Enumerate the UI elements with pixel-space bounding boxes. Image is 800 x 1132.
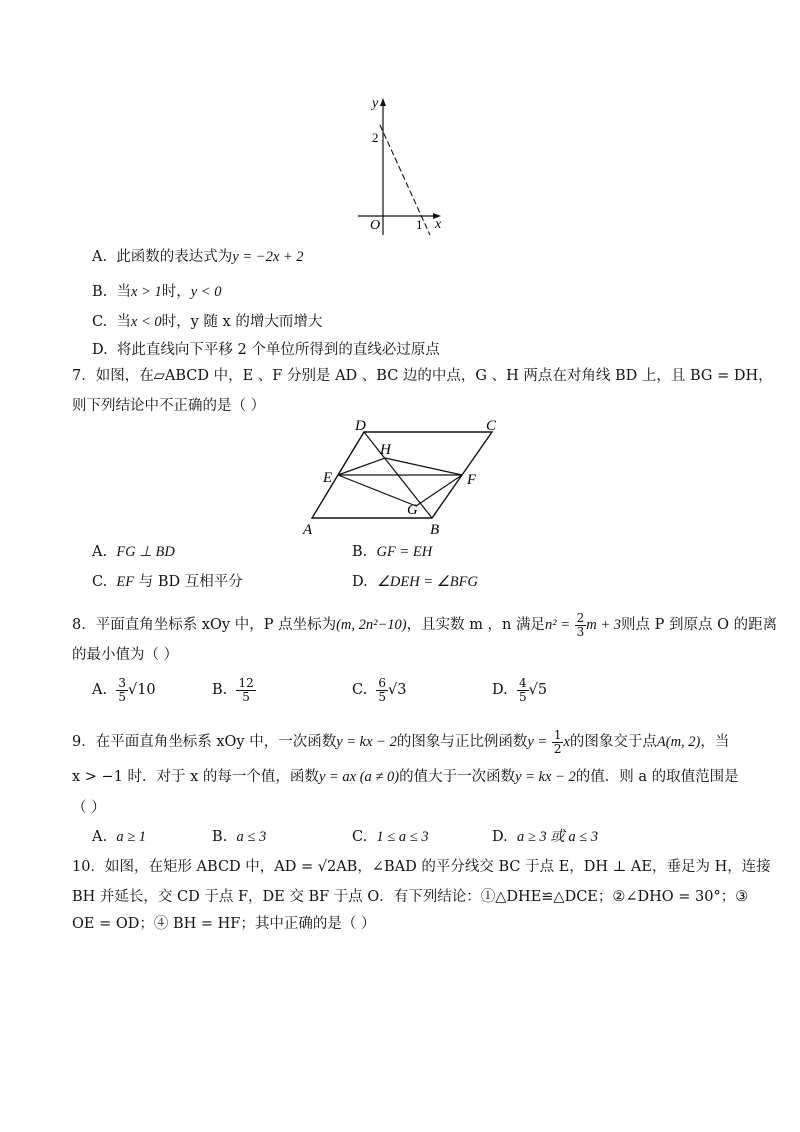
option-fraction <box>517 677 529 704</box>
label-d: D <box>355 420 366 434</box>
option-text: 1 ≤ a ≤ 3 <box>376 829 429 845</box>
y-axis-label: y <box>372 96 379 111</box>
origin-label: O <box>370 218 381 233</box>
option-text-pre: 当 <box>116 314 131 330</box>
option-root: √5 <box>528 682 548 698</box>
fraction-denominator: 5 <box>242 689 250 704</box>
q9-function-1: y = kx − 2 <box>336 734 397 750</box>
option-math: EF <box>116 574 135 590</box>
option-math: y = −2x + 2 <box>232 249 304 265</box>
q9-option-c <box>352 827 429 847</box>
option-root: √10 <box>127 682 156 698</box>
option-letter: C. <box>92 574 108 590</box>
label-f: F <box>467 472 477 488</box>
option-result: y < 0 <box>190 284 222 300</box>
fraction-numerator: 6 <box>378 675 387 690</box>
q8-stem-line1 <box>72 610 777 640</box>
option-letter: D. <box>492 682 508 698</box>
x-tick-label: 1 <box>416 217 423 232</box>
q6-option-d <box>92 340 440 360</box>
q8-option-b <box>212 674 256 706</box>
function-line <box>380 125 430 235</box>
option-fraction <box>236 677 255 704</box>
fraction-denominator: 5 <box>118 689 126 704</box>
option-letter: B. <box>92 284 108 300</box>
q9-f2-rhs: x <box>563 734 570 750</box>
fraction-denominator: 3 <box>576 624 585 639</box>
q9-option-d <box>492 827 598 847</box>
q9-stem-b: 的图象与正比例函数 <box>396 734 528 750</box>
option-text-rest: 时，y 随 x 的增大而增大 <box>161 314 323 330</box>
segment-gf <box>416 475 462 506</box>
q8-stem-line2: 的最小值为（ ） <box>72 647 179 663</box>
fraction-numerator: 12 <box>238 675 254 690</box>
q8-option-c <box>352 674 407 706</box>
x-axis-label: x <box>435 217 442 232</box>
option-letter: B. <box>212 682 228 698</box>
segment-eg <box>338 475 416 506</box>
y-tick-label: 2 <box>372 130 379 145</box>
q8-point: (m, 2n²−10) <box>336 617 407 633</box>
q7-parallelogram-figure <box>300 420 510 540</box>
q6-option-b <box>92 282 221 302</box>
q9-stem-line1 <box>72 727 729 757</box>
fraction-numerator: 1 <box>553 727 562 742</box>
q7-option-a <box>92 542 175 562</box>
option-text-mid: 时， <box>161 284 191 300</box>
q7-option-c <box>92 572 243 592</box>
option-text: 将此直线向下平移 2 个单位所得到的直线必过原点 <box>116 342 440 358</box>
option-text: FG ⊥ BD <box>116 544 175 560</box>
label-b: B <box>430 522 440 538</box>
q6-option-a <box>92 247 304 267</box>
option-letter: D. <box>92 342 108 358</box>
q6-graph <box>340 95 460 240</box>
q10-stem-line3: OE = OD；④ BH = HF；其中正确的是（ ） <box>72 916 376 932</box>
option-letter: B. <box>212 829 228 845</box>
option-text: GF = EH <box>376 544 433 560</box>
q9-function-3: y = ax (a ≠ 0) <box>318 769 400 785</box>
option-text: 此函数的表达式为 <box>116 249 233 265</box>
q9-option-a <box>92 827 146 847</box>
option-text-pre: 当 <box>116 284 131 300</box>
option-text: a ≤ 3 <box>236 829 267 845</box>
q7-option-d <box>352 572 478 592</box>
option-fraction <box>376 677 388 704</box>
option-letter: A. <box>92 544 108 560</box>
q8-option-a <box>92 674 156 706</box>
option-root: √3 <box>388 682 407 698</box>
q8-cond-lhs: n² = <box>545 617 571 633</box>
fraction-numerator: 4 <box>518 675 527 690</box>
option-letter: C. <box>352 682 368 698</box>
q7-option-b <box>352 542 432 562</box>
option-letter: C. <box>92 314 108 330</box>
q9-f2-lhs: y = <box>527 734 548 750</box>
q9-fraction <box>552 729 564 756</box>
option-cond: x < 0 <box>130 314 162 330</box>
option-fraction <box>116 677 128 704</box>
q6-option-c <box>92 312 322 332</box>
option-letter: B. <box>352 544 368 560</box>
q9-line2-a: x > −1 时．对于 x 的每一个值，函数 <box>72 769 319 785</box>
fraction-denominator: 5 <box>378 689 387 704</box>
q9-line2-b: 的值大于一次函数 <box>399 769 516 785</box>
q7-stem-line2: 则下列结论中不正确的是（ ） <box>72 398 266 414</box>
option-text: a ≥ 3 或 a ≤ 3 <box>516 829 599 845</box>
q9-stem-d: ，当 <box>700 734 730 750</box>
option-text: a ≥ 1 <box>116 829 147 845</box>
q8-option-d <box>492 674 547 706</box>
q10-stem-line1: 10．如图，在矩形 ABCD 中，AD = √2AB，∠BAD 的平分线交 BC 于点 E，DH ⊥ AE，垂足为 H，连接 <box>72 859 771 875</box>
q9-stem-a: 9．在平面直角坐标系 xOy 中，一次函数 <box>72 734 337 750</box>
q8-stem-b: ，且实数 m ，n 满足 <box>406 617 546 633</box>
option-letter: D. <box>492 829 508 845</box>
q9-stem-line3: （ ） <box>72 800 106 816</box>
fraction-denominator: 5 <box>518 689 527 704</box>
label-a: A <box>303 522 313 538</box>
option-letter: A. <box>92 829 108 845</box>
q9-line2-c: 的值．则 a 的取值范围是 <box>575 769 739 785</box>
q9-stem-c: 的图象交于点 <box>569 734 657 750</box>
option-letter: A. <box>92 249 108 265</box>
option-letter: A. <box>92 682 108 698</box>
option-text: ∠DEH = ∠BFG <box>376 574 478 590</box>
label-c: C <box>486 420 497 434</box>
option-text: 与 BD 互相平分 <box>134 574 243 590</box>
q9-stem-line2 <box>72 767 739 787</box>
option-letter: C. <box>352 829 368 845</box>
option-letter: D. <box>352 574 368 590</box>
fraction-numerator: 2 <box>576 610 585 625</box>
segment-eh <box>338 458 385 475</box>
y-axis-arrow <box>380 98 386 106</box>
q8-fraction <box>575 612 587 639</box>
q9-point: A(m, 2) <box>656 734 701 750</box>
q9-function-4: y = kx − 2 <box>515 769 576 785</box>
q8-stem-a: 8．平面直角坐标系 xOy 中，P 点坐标为 <box>72 617 337 633</box>
label-g: G <box>407 502 418 518</box>
fraction-denominator: 2 <box>553 741 562 756</box>
q8-stem-c: 则点 P 到原点 O 的距离 <box>621 617 778 633</box>
q10-stem-line2: BH 并延长，交 CD 于点 F，DE 交 BF 于点 O．有下列结论：①△DHE≌△DCE；②∠DHO = 30°；③ <box>72 889 749 905</box>
q9-option-b <box>212 827 266 847</box>
option-cond: x > 1 <box>130 284 162 300</box>
label-e: E <box>323 470 333 486</box>
label-h: H <box>380 442 391 458</box>
q8-cond-rhs: m + 3 <box>586 617 622 633</box>
fraction-numerator: 3 <box>118 675 126 690</box>
q7-stem-line1: 7．如图，在▱ABCD 中，E 、F 分别是 AD 、BC 边的中点，G 、H 两点在对角线 BD 上，且 BG = DH， <box>72 368 773 384</box>
